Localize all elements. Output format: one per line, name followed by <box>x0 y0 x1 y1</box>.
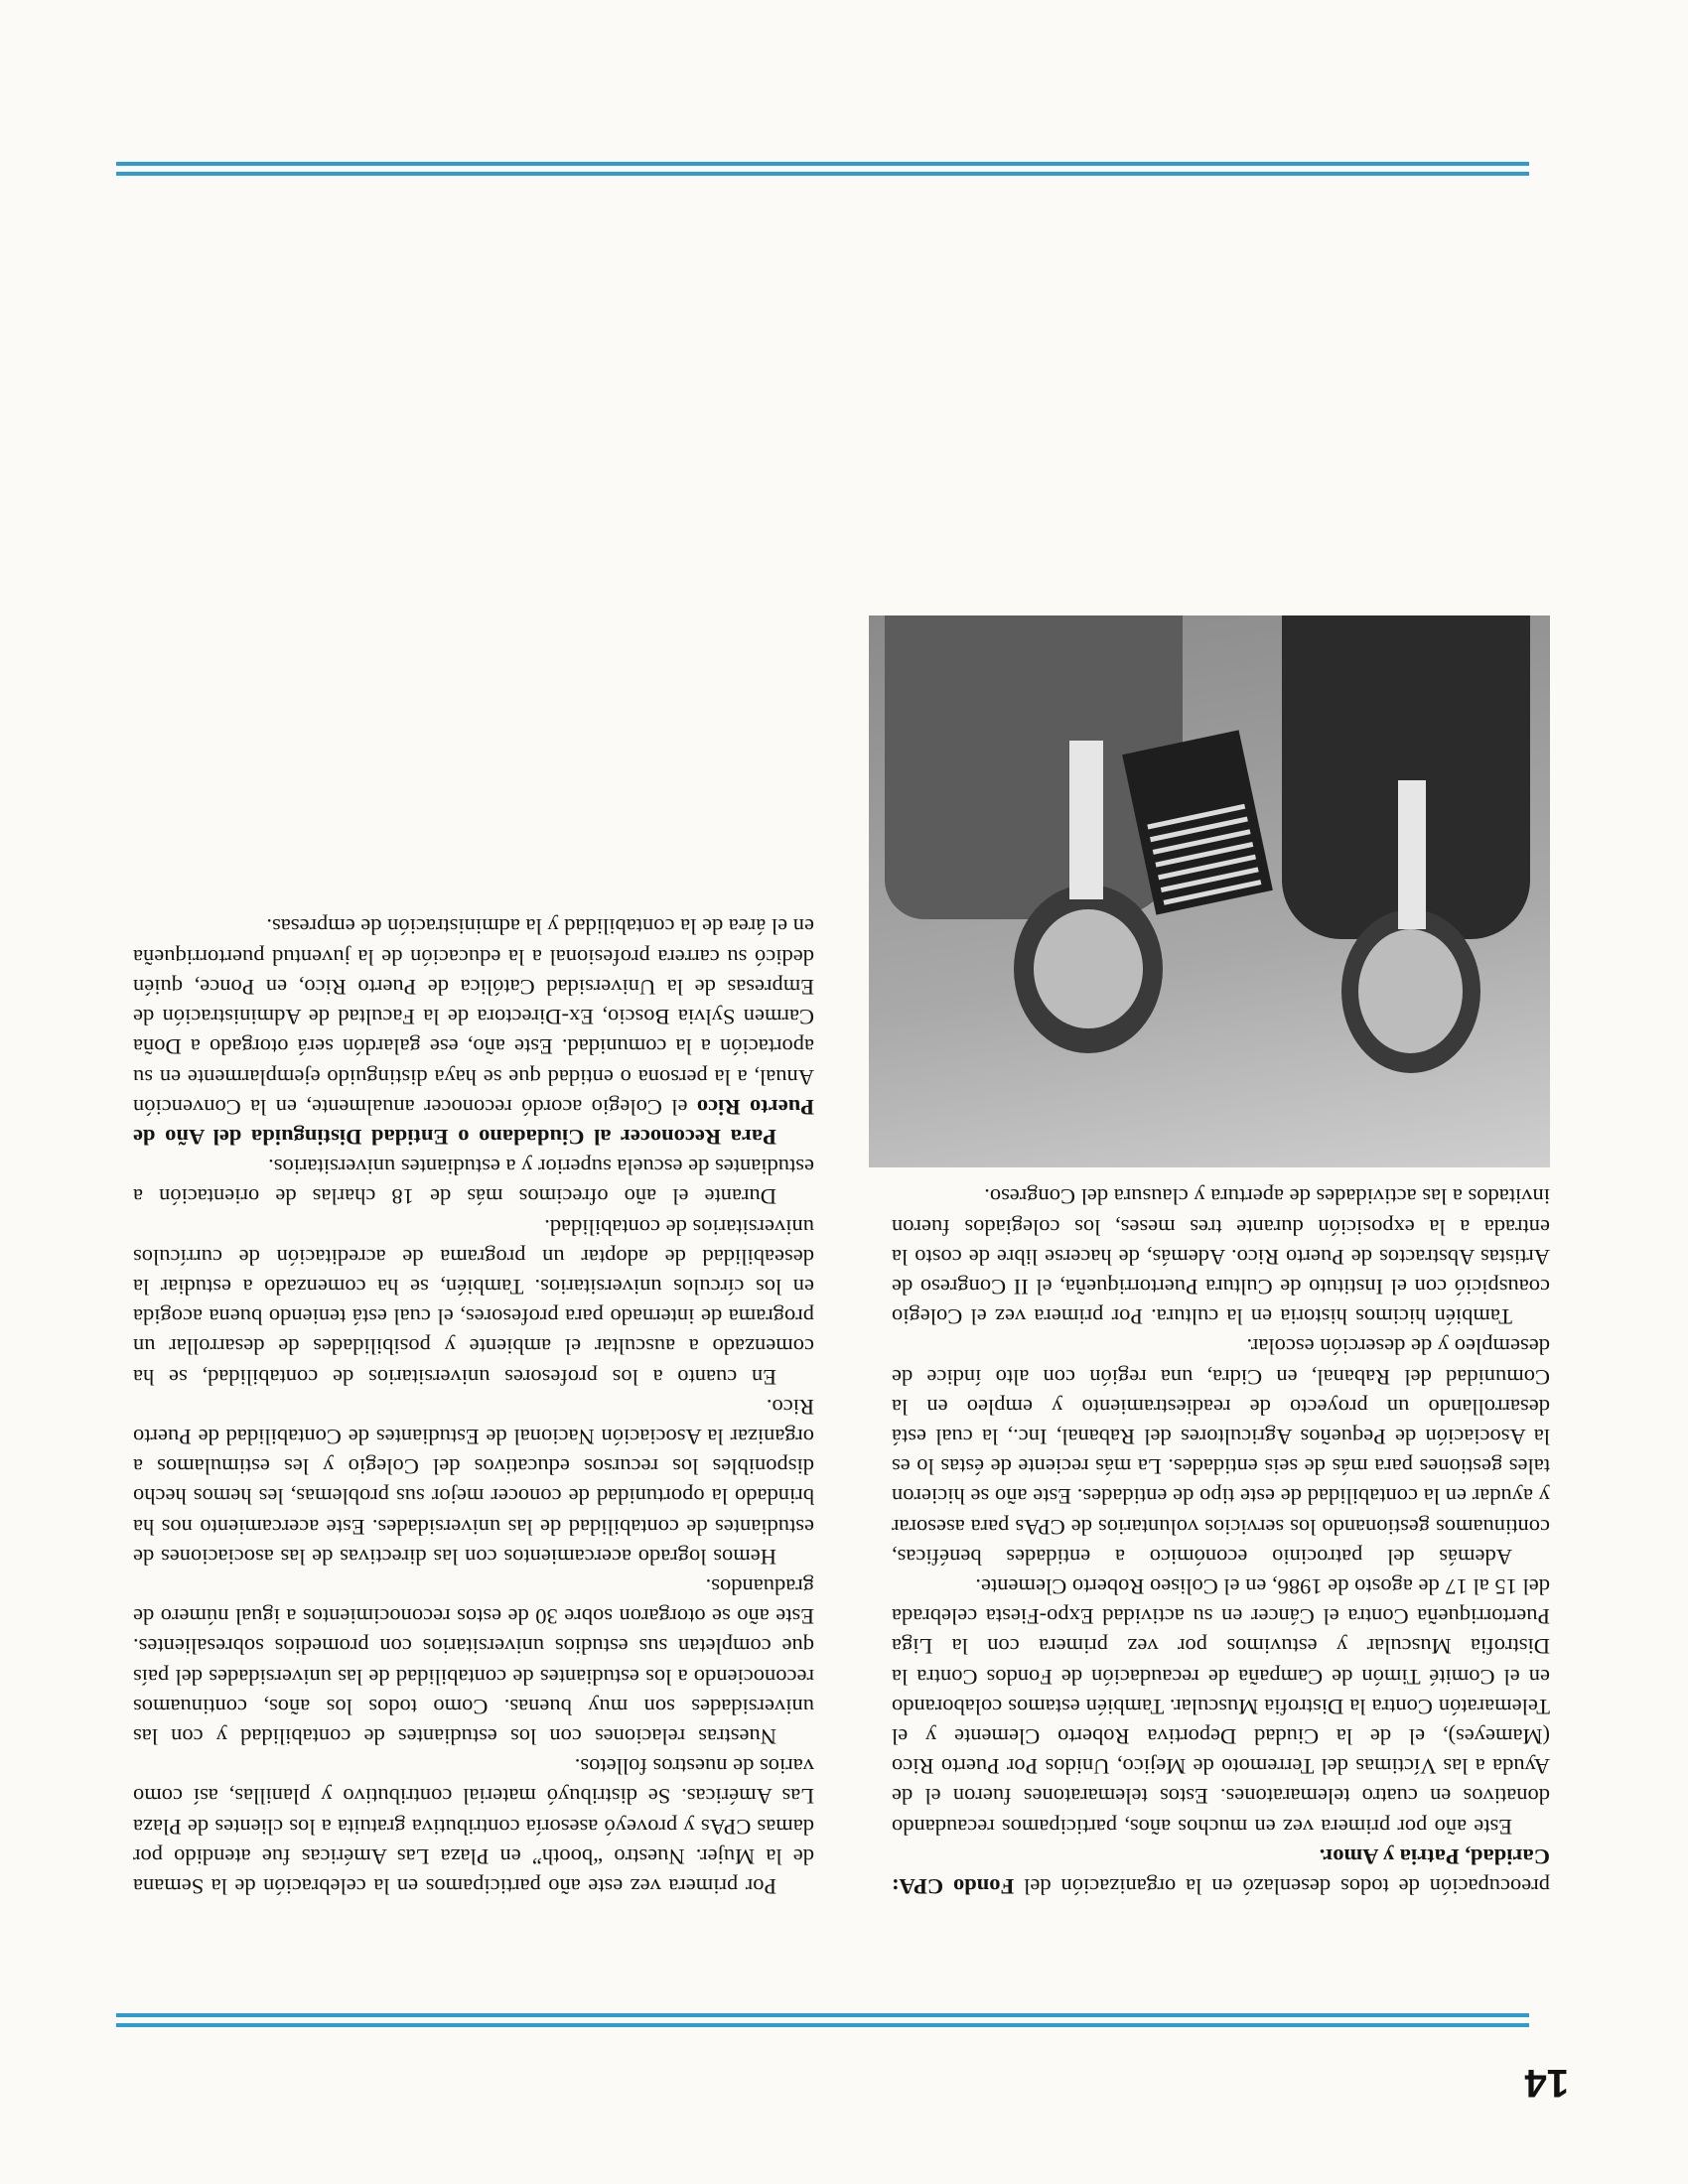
photo-man-left-shirt <box>1398 780 1426 929</box>
paragraph-asociaciones: Hemos logrado acercamientos con las directivas de las asociaciones de estudiantes de contabilidad de las universidades. Este acercamiento nos ha brindado la oportunidad de conocer mejor sus problemas, les hemos hecho disponibles los recursos educativos del Colegio y les estimulamos a organizar la Asociación Nacional de Estudiantes de Contabilidad de Puerto Rico. <box>133 1394 814 1570</box>
paragraph-semana-mujer: Por primera vez este año participamos en la celebración de la Semana de la Mujer. Nuestro “booth” en Plaza Las Américas fue atendido por damas CPAs y proveyó asesoría contributiva gratuita a los clientes de Plaza Las Américas. Se distribuyó material contributivo y planillas, así como varios de nuestros folletos. <box>133 1754 814 1899</box>
page-number: 14 <box>1524 2061 1569 2105</box>
fondo-cpa-heading: Fondo CPA: Caridad, Patria y Amor. <box>892 1843 1550 1899</box>
photo-man-left-face <box>1358 929 1463 1053</box>
header-rule <box>116 2011 1529 2027</box>
photo-man-right-face <box>1034 909 1143 1028</box>
paragraph-fondo-cpa <box>892 1842 1550 1901</box>
paragraph-telemaratones: Este año por primera vez en muchos años, participamos recaudando donativos en cuatro telemaratones. Estos telemaratones fueron el de Ayuda a las Víctimas del Terremoto de Mejico, Unidos Por Puerto Rico (Mameyes), el de la Ciudad Deportiva Roberto Clemente y el Telemaratón Contra la Distrofia Muscular. También estamos colaborando en el Comité Timón de Campaña de recaudación de Fondos Contra la Distrofia Muscular y estuvimos por vez primera con la Liga Puertorriqueña Contra el Cáncer en su actividad Expo-Fiesta celebrada del 15 al 17 de agosto de 1986, en el Coliseo Roberto Clemente. <box>892 1573 1550 1840</box>
paragraph-entidades-beneficas: Además del patrocinio económico a entidades benéficas, continuamos gestionando los servicios voluntarios de CPAs para asesorar y ayudar en la contabilidad de este tipo de entidades. Este año se hicieron tales gestiones para más de seis entidades. La más reciente de éstas lo es la Asociación de Pequeños Agricultores del Rabanal, Inc., la cual está desarrollando un proyecto de readiestramiento y empleo en la Comunidad del Rabanal, en Cidra, una región con alto índice de desempleo y de deserción escolar. <box>892 1334 1550 1570</box>
footer-rule <box>116 160 1529 176</box>
paragraph-text: el Colegio acordó reconocer anualmente, en la Convención Anual, a la persona o entidad que se haya distinguido ejemplarmente en su aportación a la comunidad. Este año, ese galardón será otorgado a Doña Carmen Sylvia Boscio, Ex-Directora de la Facultad de Administración de Empresas de la Universidad Católica de Puerto Rico, en Ponce, quién dedicó su carrera profesional a la educación de la juventud puertorriqueña en el área de la contabilidad y la administración de empresas. <box>133 914 814 1120</box>
paragraph-text: preocupación de todos desenlazó en la organización del <box>1014 1874 1550 1899</box>
paragraph-ciudadano-distinguido <box>133 911 814 1152</box>
ciudadano-distinguido-heading: Para Reconocer al Ciudadano o Entidad Distinguida del Año de Puerto Rico <box>133 1094 814 1150</box>
left-column <box>892 615 1550 1901</box>
paragraph-cultura: También hicimos historia en la cultura. Por primera vez el Colegio coauspició con el Instituto de Cultura Puertorriqueña, el II Congreso de Artistas Abstractos de Puerto Rico. Además, de hacerse libre de costo la entrada a la exposición durante tres meses, los colegiados fueron invitados a las actividades de apertura y clausura del Congreso. <box>892 1184 1550 1330</box>
paragraph-profesores: En cuanto a los profesores universitarios de contabilidad, se ha comenzado a auscultar el ambiente y posibilidades de desarrollar un programa de internado para profesores, el cual está teniendo buena acogida en los círculos universitarios. También, se ha comenzado a estudiar la deseabilidad de adoptar un programa de acreditación de currículos universitarios de contabilidad. <box>133 1214 814 1390</box>
right-column <box>133 911 814 1901</box>
photo-man-right-shirt <box>1069 741 1103 899</box>
paragraph-charlas: Durante el año ofrecimos más de 18 charlas de orientación a estudiantes de escuela superior y a estudiantes universitarios. <box>133 1155 814 1210</box>
paragraph-estudiantes: Nuestras relaciones con los estudiantes de contabilidad y con las universidades son muy buenas. Como todos los años, continuamos reconociendo a los estudiantes de contabilidad de las universidades del país que completan sus estudios universitarios con promedios sobresalientes. Este año se otorgaron sobre 30 de estos reconocimientos a igual número de graduandos. <box>133 1573 814 1749</box>
event-photo <box>869 615 1550 1167</box>
